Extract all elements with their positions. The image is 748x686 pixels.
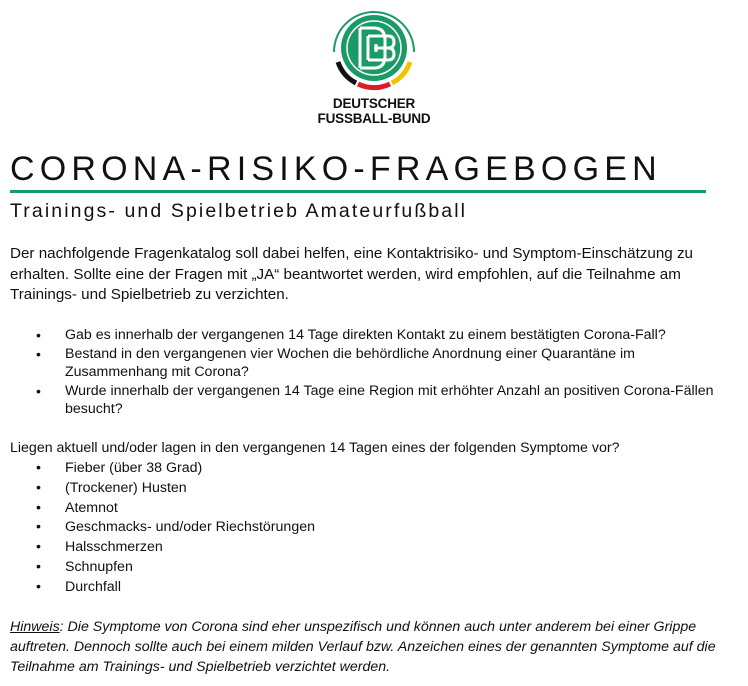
- question-item: • Bestand in den vergangenen vier Wochen die behördliche Anordnung einer Quarantäne im Zusammenhang mit Corona?: [36, 345, 736, 382]
- hint-text: : Die Symptome von Corona sind eher unspezifisch und können auch unter anderem bei einer Grippe auftreten. Dennoch sollte auch bei einem milden Verlauf bzw. Anzeichen eines der genannten Symptome auf die Teilnahme am Trainings- und Spielbetrieb verzichtet werden.: [10, 619, 716, 675]
- org-name: [0, 96, 748, 126]
- page-title: CORONA-RISIKO-FRAGEBOGEN: [10, 150, 662, 188]
- hint-label: Hinweis: [10, 619, 60, 635]
- page-subtitle: Trainings- und Spielbetrieb Amateurfußball: [10, 200, 468, 222]
- dfb-logo: [0, 4, 748, 126]
- symptom-item: • Halsschmerzen: [36, 538, 315, 558]
- symptoms-heading: Liegen aktuell und/oder lagen in den vergangenen 14 Tagen eines der folgenden Symptome vor?: [10, 440, 620, 456]
- title-underline: [10, 190, 706, 193]
- dfb-emblem-icon: [330, 4, 418, 92]
- symptom-item: • Durchfall: [36, 578, 315, 598]
- question-list: [36, 326, 736, 419]
- intro-paragraph: Der nachfolgende Fragenkatalog soll dabei helfen, eine Kontaktrisiko- und Symptom-Einschätzung zu erhalten. Sollte eine der Fragen mit „JA“ beantwortet werden, wird empfohlen, auf die Teilnahme am Trainings- und Spielbetrieb zu verzichten.: [10, 245, 693, 303]
- symptom-item: • Geschmacks- und/oder Riechstörungen: [36, 518, 315, 538]
- symptom-item: • Fieber (über 38 Grad): [36, 459, 315, 479]
- hint-note: [10, 617, 740, 677]
- symptom-item: • Schnupfen: [36, 558, 315, 578]
- symptom-item: • Atemnot: [36, 499, 315, 519]
- question-item: • Wurde innerhalb der vergangenen 14 Tage eine Region mit erhöhter Anzahl an positiven Corona-Fällen besucht?: [36, 382, 736, 419]
- symptom-item: • (Trockener) Husten: [36, 479, 315, 499]
- question-item: • Gab es innerhalb der vergangenen 14 Tage direkten Kontakt zu einem bestätigten Corona-Fall?: [36, 326, 736, 345]
- org-line-2: FUSSBALL-BUND: [317, 111, 431, 126]
- symptom-list: [36, 459, 315, 598]
- org-line-1: DEUTSCHER: [332, 96, 416, 111]
